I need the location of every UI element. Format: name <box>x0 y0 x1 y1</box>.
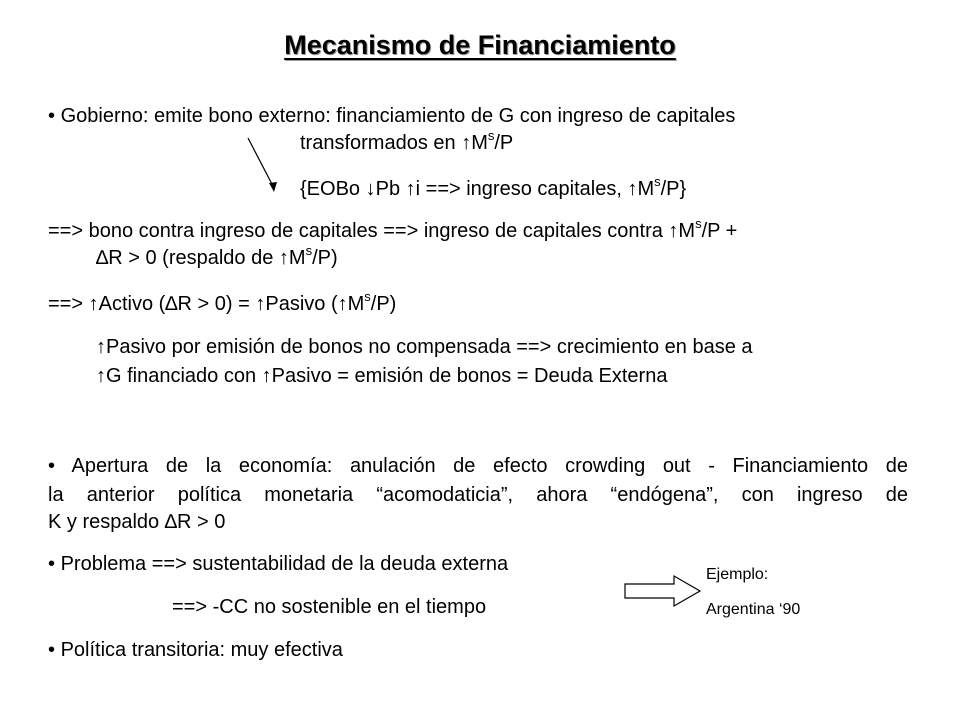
bullet-problema <box>48 551 508 577</box>
text-segment: /P) <box>370 293 397 315</box>
text-segment: M <box>637 178 655 200</box>
superscript: s <box>305 243 313 259</box>
delta-icon <box>165 509 177 535</box>
text-segment: K y respaldo <box>48 511 165 533</box>
text-segment: Gobierno: emite bono externo: financiamiento de G con ingreso de capitales <box>60 105 736 127</box>
text-segment: transformados en <box>300 132 462 154</box>
up-arrow-icon <box>89 291 99 317</box>
bullet-1-line-3 <box>300 176 686 202</box>
up-arrow-icon <box>255 291 265 317</box>
superscript: s <box>654 174 661 190</box>
bullet-dot: • <box>48 105 56 127</box>
up-arrow-icon <box>262 363 272 389</box>
bullet-dot: • <box>48 553 56 575</box>
text-segment: Pb <box>375 178 406 200</box>
text-segment: M <box>347 293 365 315</box>
example-label: Ejemplo: <box>706 566 769 583</box>
superscript: s <box>487 128 495 144</box>
text-segment: ==> bono contra ingreso de capitales ==> ingreso de capitales contra <box>48 220 669 242</box>
bullet-dot: • <box>48 455 56 477</box>
line-6 <box>48 291 396 317</box>
text-segment: M <box>471 132 488 154</box>
line-8 <box>96 363 667 389</box>
text-segment: Política transitoria: muy efectiva <box>60 639 343 661</box>
paragraph-apertura-line-2 <box>48 482 908 508</box>
diagonal-arrow-icon <box>246 136 286 196</box>
text-segment: i ==> ingreso capitales, <box>415 178 628 200</box>
text-segment: /P + <box>701 220 738 242</box>
paragraph-apertura-line-3 <box>48 509 225 535</box>
text-segment: Pasivo por emisión de bonos no compensada ==> crecimiento en base a <box>106 336 753 358</box>
example-value: Argentina ‘90 <box>706 601 801 618</box>
up-arrow-icon <box>627 176 637 202</box>
text-segment: Pasivo = emisión de bonos = Deuda Externa <box>271 365 668 387</box>
text-segment: Pasivo ( <box>265 293 338 315</box>
up-arrow-icon <box>279 245 289 271</box>
delta-icon <box>165 291 177 317</box>
text-segment: ==> -CC no sostenible en el tiempo <box>172 596 487 618</box>
up-arrow-icon <box>461 130 471 156</box>
text-segment: G financiado con <box>106 365 262 387</box>
text-segment: /P} <box>660 178 687 200</box>
slide-title: Mecanismo de Financiamiento <box>284 30 676 60</box>
text-segment: {EOBo <box>300 178 366 200</box>
delta-icon <box>96 245 108 271</box>
problema-sub-line <box>172 594 486 620</box>
up-arrow-icon <box>668 218 678 244</box>
line-7 <box>96 334 753 360</box>
up-arrow-icon <box>96 334 106 360</box>
bullet-1-line-1 <box>48 103 735 129</box>
text-segment: Apertura de la economía: anulación de efecto crowding out - Financiamiento de <box>71 455 909 477</box>
text-segment: /P) <box>312 247 338 269</box>
superscript: s <box>364 289 371 305</box>
text-segment: Problema ==> sustentabilidad de la deuda externa <box>60 553 509 575</box>
bullet-dot: • <box>48 639 56 661</box>
up-arrow-icon <box>338 291 348 317</box>
text-segment: R > 0) = <box>177 293 256 315</box>
bullet-1-line-2 <box>300 130 513 156</box>
paragraph-apertura-line-1 <box>48 453 908 479</box>
right-arrow-icon <box>624 575 704 609</box>
text-segment: M <box>678 220 696 242</box>
line-4 <box>48 218 737 244</box>
text-segment: la anterior política monetaria “acomodaticia”, ahora “endógena”, con ingreso de <box>48 484 908 506</box>
down-arrow-icon <box>366 176 376 202</box>
superscript: s <box>695 216 702 232</box>
text-segment: Activo ( <box>98 293 166 315</box>
text-segment: R > 0 <box>176 511 226 533</box>
text-segment: /P <box>494 132 514 154</box>
text-segment: R > 0 (respaldo de <box>108 247 279 269</box>
bullet-politica <box>48 637 343 663</box>
text-segment: ==> <box>48 293 89 315</box>
up-arrow-icon <box>96 363 106 389</box>
text-segment: M <box>288 247 306 269</box>
line-5 <box>96 245 338 271</box>
up-arrow-icon <box>406 176 416 202</box>
